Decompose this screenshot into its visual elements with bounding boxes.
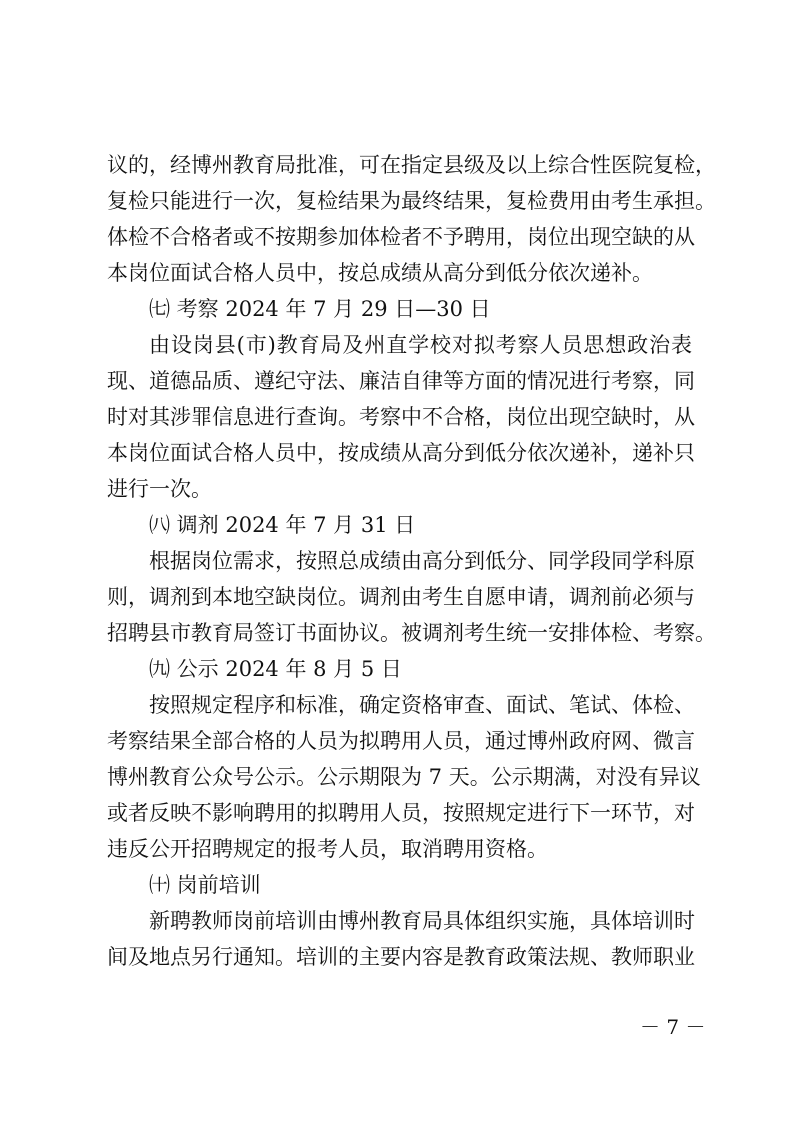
text-line: 违反公开招聘规定的报考人员，取消聘用资格。 xyxy=(107,837,548,861)
text-line: 本岗位面试合格人员中，按总成绩从高分到低分依次递补。 xyxy=(107,261,653,285)
text-line: 现、道德品质、遵纪守法、廉洁自律等方面的情况进行考察，同 xyxy=(107,369,695,393)
text-line: 本岗位面试合格人员中，按成绩从高分到低分依次递补，递补只 xyxy=(107,441,695,465)
page-number: － 7 － xyxy=(640,1015,706,1039)
text-line: 复检只能进行一次，复检结果为最终结果，复检费用由考生承担。 xyxy=(107,189,716,213)
text-line: 博州教育公众号公示。公示期限为 7 天。公示期满，对没有异议 xyxy=(107,765,701,789)
section-heading: ㈧ 调剂 2024 年 7 月 31 日 xyxy=(149,513,416,537)
text-line: 按照规定程序和标准，确定资格审查、面试、笔试、体检、 xyxy=(149,693,695,717)
text-line: 或者反映不影响聘用的拟聘用人员，按照规定进行下一环节，对 xyxy=(107,801,695,825)
text-line: 议的，经博州教育局批准，可在指定县级及以上综合性医院复检， xyxy=(107,153,716,177)
text-line: 新聘教师岗前培训由博州教育局具体组织实施，具体培训时 xyxy=(149,909,695,933)
text-line: 考察结果全部合格的人员为拟聘用人员，通过博州政府网、微言 xyxy=(107,729,695,753)
text-line: 则，调剂到本地空缺岗位。调剂由考生自愿申请，调剂前必须与 xyxy=(107,585,695,609)
section-heading: ㈨ 公示 2024 年 8 月 5 日 xyxy=(149,657,402,681)
text-line: 体检不合格者或不按期参加体检者不予聘用，岗位出现空缺的从 xyxy=(107,225,695,249)
section-heading: ㈦ 考察 2024 年 7 月 29 日—30 日 xyxy=(149,297,491,321)
text-line: 进行一次。 xyxy=(107,477,212,501)
text-line: 招聘县市教育局签订书面协议。被调剂考生统一安排体检、考察。 xyxy=(107,621,716,645)
section-heading: ㈩ 岗前培训 xyxy=(149,873,261,897)
text-line: 时对其涉罪信息进行查询。考察中不合格，岗位出现空缺时，从 xyxy=(107,405,695,429)
text-line: 间及地点另行通知。培训的主要内容是教育政策法规、教师职业 xyxy=(107,945,695,969)
text-line: 由设岗县(市)教育局及州直学校对拟考察人员思想政治表 xyxy=(149,333,692,357)
text-line: 根据岗位需求，按照总成绩由高分到低分、同学段同学科原 xyxy=(149,549,695,573)
